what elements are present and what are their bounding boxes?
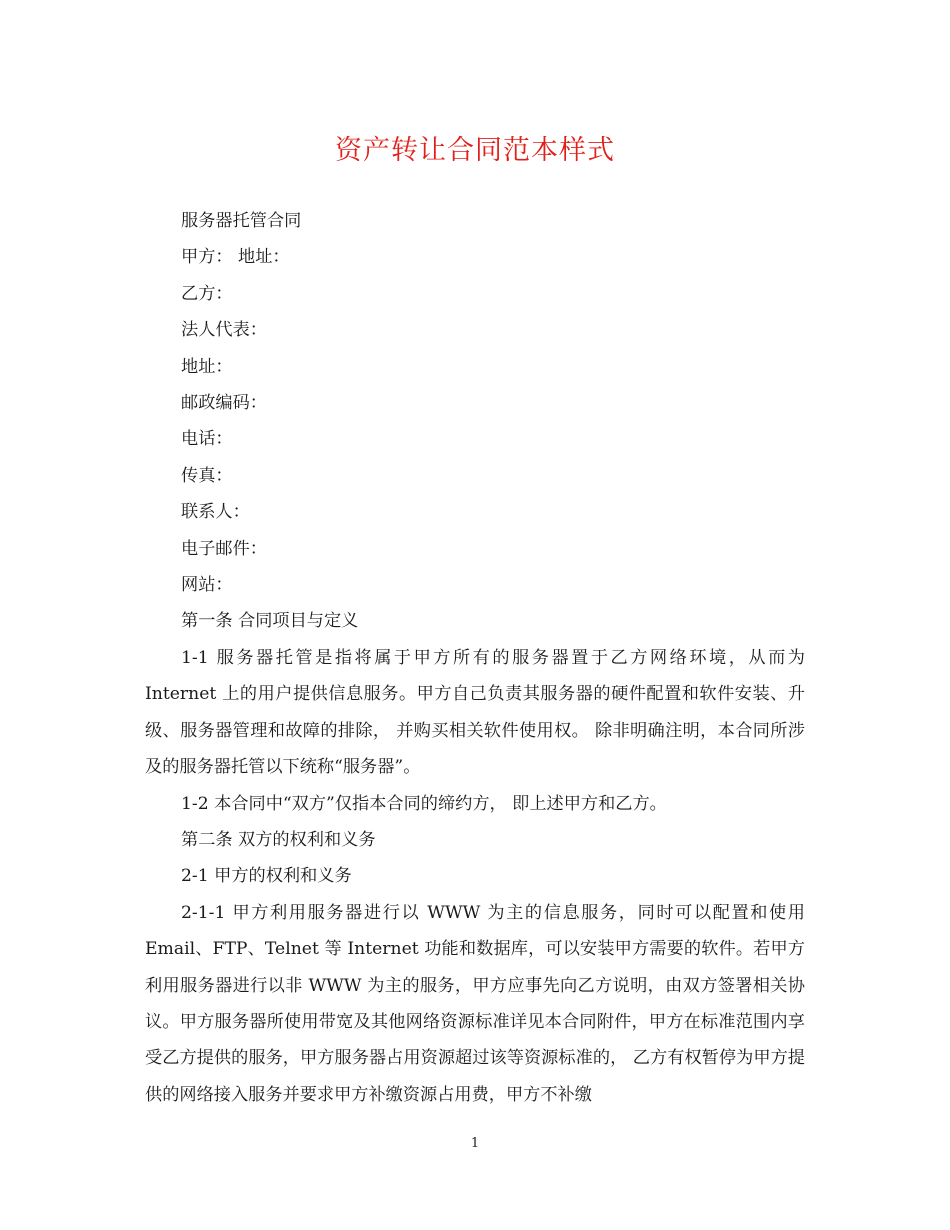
page-number: 1 bbox=[470, 1136, 480, 1151]
document-body bbox=[145, 203, 805, 1113]
paragraph-clause-2-1-1: 2-1-1 甲方利用服务器进行以 WWW 为主的信息服务，同时可以配置和使用 Email、FTP、Telnet 等 Internet 功能和数据库，可以安装甲方需要的软件。若甲方利用服务器进行以非 WWW 为主的服务，甲方应事先向乙方说明，由双方签署相关协议。甲方服务器所使用带宽及其他网络资源标准详见本合同附件，甲方在标准范围内享受乙方提供的服务，甲方服务器占用资源超过该等资源标准的， 乙方有权暂停为甲方提供的网络接入服务并要求甲方补缴资源占用费，甲方不补缴 bbox=[145, 902, 805, 1105]
paragraph-party-a: 甲方： 地址： bbox=[181, 247, 290, 268]
paragraph-legal-rep: 法人代表： bbox=[181, 320, 267, 341]
paragraph-contact: 联系人： bbox=[181, 502, 250, 523]
paragraph-clause-1-1: 1-1 服务器托管是指将属于甲方所有的服务器置于乙方网络环境，从而为 Internet 上的用户提供信息服务。甲方自己负责其服务器的硬件配置和软件安装、升级、服务器管理和故障的排除， 并购买相关软件使用权。 除非明确注明，本合同所涉及的服务器托管以下统称“服务器”。 bbox=[145, 647, 805, 778]
paragraph-address: 地址： bbox=[181, 356, 233, 377]
document-title: 资产转让合同范本样式 bbox=[335, 135, 615, 166]
paragraph-postcode: 邮政编码： bbox=[181, 393, 267, 414]
heading-article-1: 第一条 合同项目与定义 bbox=[181, 611, 359, 632]
paragraph-website: 网站： bbox=[181, 575, 233, 596]
heading-clause-2-1: 2-1 甲方的权利和义务 bbox=[181, 866, 352, 887]
paragraph-phone: 电话： bbox=[181, 429, 233, 450]
paragraph-clause-1-2: 1-2 本合同中“双方”仅指本合同的缔约方， 即上述甲方和乙方。 bbox=[181, 793, 667, 814]
paragraph-contract-name: 服务器托管合同 bbox=[181, 211, 302, 231]
paragraph-fax: 传真： bbox=[181, 465, 233, 486]
heading-article-2: 第二条 双方的权利和义务 bbox=[181, 829, 376, 850]
paragraph-email: 电子邮件： bbox=[181, 538, 267, 559]
paragraph-party-b: 乙方： bbox=[181, 283, 233, 304]
